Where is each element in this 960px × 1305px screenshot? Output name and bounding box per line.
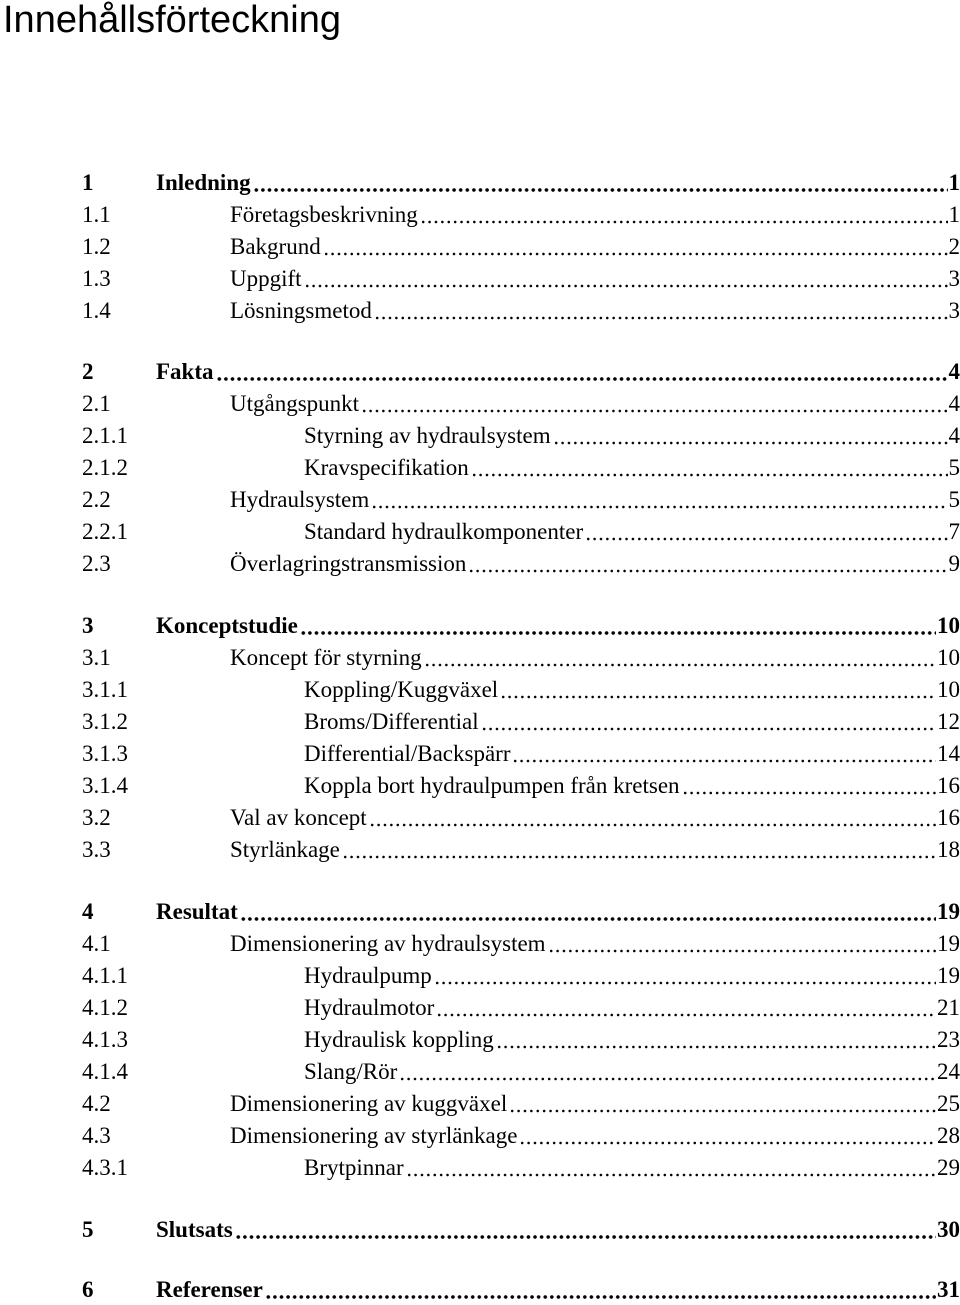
toc-entry-title: Slang/Rör xyxy=(304,1057,399,1087)
toc-entry-title: Koppla bort hydraulpumpen från kretsen xyxy=(304,771,682,801)
toc-entry-title: Styrning av hydraulsystem xyxy=(304,421,553,451)
toc-dot-leader xyxy=(585,537,947,541)
toc-entry-title: Resultat xyxy=(156,897,240,927)
toc-entry-page-number: 4 xyxy=(948,421,960,451)
toc-entry[interactable] xyxy=(82,833,960,865)
toc-entry[interactable] xyxy=(82,198,960,230)
toc-entry-page-number: 7 xyxy=(948,517,960,547)
toc-entry[interactable] xyxy=(82,1151,960,1183)
toc-entry-number: 3.2 xyxy=(82,803,230,833)
toc-entry-number: 3.1 xyxy=(82,643,230,673)
toc-entry[interactable] xyxy=(82,769,960,801)
toc-entry-number: 1.1 xyxy=(82,200,230,230)
toc-entry-page-number: 10 xyxy=(936,611,960,641)
toc-entry-number: 1 xyxy=(82,168,156,198)
toc-entry-title: Dimensionering av hydraulsystem xyxy=(230,929,548,959)
toc-entry-number: 4 xyxy=(82,897,156,927)
toc-entry-number: 4.1.4 xyxy=(82,1057,304,1087)
toc-entry-number: 4.1.1 xyxy=(82,961,304,991)
toc-entry-title: Hydraulisk koppling xyxy=(304,1025,496,1055)
toc-entry[interactable] xyxy=(82,673,960,705)
toc-entry-page-number: 1 xyxy=(948,168,960,198)
toc-entry-number: 1.4 xyxy=(82,296,230,326)
toc-entry-title: Överlagringstransmission xyxy=(230,549,468,579)
toc-entry-title: Standard hydraulkomponenter xyxy=(304,517,585,547)
toc-entry-number: 2.2.1 xyxy=(82,517,304,547)
toc-entry-title: Utgångspunkt xyxy=(230,389,361,419)
toc-entry[interactable] xyxy=(82,959,960,991)
toc-entry-number: 3 xyxy=(82,611,156,641)
toc-entry-number: 1.2 xyxy=(82,232,230,262)
toc-dot-leader xyxy=(468,569,947,573)
toc-entry[interactable] xyxy=(82,294,960,326)
toc-entry-number: 4.3 xyxy=(82,1121,230,1151)
toc-entry-title: Koppling/Kuggväxel xyxy=(304,675,500,705)
toc-entry-page-number: 19 xyxy=(936,929,960,959)
toc-entry-title: Hydraulsystem xyxy=(230,485,371,515)
toc-dot-leader xyxy=(420,220,948,224)
toc-dot-leader xyxy=(682,791,936,795)
toc-entry-number: 4.1.2 xyxy=(82,993,304,1023)
toc-entry-page-number: 5 xyxy=(948,485,960,515)
toc-entry-title: Dimensionering av styrlänkage xyxy=(230,1121,519,1151)
toc-entry-title: Brytpinnar xyxy=(304,1153,406,1183)
toc-dot-leader xyxy=(265,1295,936,1299)
toc-entry-page-number: 19 xyxy=(936,961,960,991)
toc-chapter-entry[interactable] xyxy=(82,609,960,641)
toc-entry-page-number: 29 xyxy=(936,1153,960,1183)
toc-chapter-entry[interactable] xyxy=(82,1273,960,1305)
toc-entry-page-number: 19 xyxy=(936,897,960,927)
toc-dot-leader xyxy=(235,1235,936,1239)
toc-entry-page-number: 30 xyxy=(936,1215,960,1245)
toc-entry[interactable] xyxy=(82,1055,960,1087)
toc-dot-leader xyxy=(374,316,948,320)
toc-dot-leader xyxy=(399,1077,936,1081)
toc-entry[interactable] xyxy=(82,419,960,451)
toc-entry-number: 3.3 xyxy=(82,835,230,865)
toc-entry[interactable] xyxy=(82,387,960,419)
toc-entry-page-number: 28 xyxy=(936,1121,960,1151)
toc-entry-number: 4.1.3 xyxy=(82,1025,304,1055)
toc-dot-leader xyxy=(496,1045,936,1049)
toc-entry[interactable] xyxy=(82,705,960,737)
toc-entry-page-number: 21 xyxy=(936,993,960,1023)
toc-entry[interactable] xyxy=(82,451,960,483)
toc-entry[interactable] xyxy=(82,1087,960,1119)
toc-entry-page-number: 12 xyxy=(936,707,960,737)
toc-chapter-entry[interactable] xyxy=(82,355,960,387)
toc-dot-leader xyxy=(509,1109,936,1113)
toc-entry[interactable] xyxy=(82,230,960,262)
toc-entry-number: 2 xyxy=(82,357,156,387)
toc-entry[interactable] xyxy=(82,515,960,547)
toc-entry-number: 2.3 xyxy=(82,549,230,579)
toc-entry-title: Differential/Backspärr xyxy=(304,739,512,769)
toc-dot-leader xyxy=(548,949,936,953)
toc-entry-title: Bakgrund xyxy=(230,232,323,262)
toc-dot-leader xyxy=(369,823,936,827)
toc-entry-title: Val av koncept xyxy=(230,803,369,833)
toc-entry[interactable] xyxy=(82,737,960,769)
toc-entry-number: 4.1 xyxy=(82,929,230,959)
toc-entry-number: 1.3 xyxy=(82,264,230,294)
toc-entry[interactable] xyxy=(82,262,960,294)
toc-dot-leader xyxy=(342,855,936,859)
toc-entry-page-number: 5 xyxy=(948,453,960,483)
toc-entry-number: 3.1.3 xyxy=(82,739,304,769)
toc-dot-leader xyxy=(216,377,948,381)
toc-entry-title: Konceptstudie xyxy=(156,611,300,641)
toc-dot-leader xyxy=(512,759,936,763)
toc-dot-leader xyxy=(434,981,936,985)
toc-entry[interactable] xyxy=(82,927,960,959)
toc-entry[interactable] xyxy=(82,1119,960,1151)
toc-entry-title: Styrlänkage xyxy=(230,835,342,865)
toc-entry-page-number: 31 xyxy=(936,1275,960,1305)
toc-chapter-entry[interactable] xyxy=(82,895,960,927)
toc-dot-leader xyxy=(424,663,936,667)
toc-entry-title: Företagsbeskrivning xyxy=(230,200,420,230)
toc-entry[interactable] xyxy=(82,547,960,579)
toc-entry-page-number: 4 xyxy=(948,389,960,419)
toc-dot-leader xyxy=(481,727,936,731)
toc-entry-title: Fakta xyxy=(156,357,216,387)
toc-dot-leader xyxy=(253,188,948,192)
toc-dot-leader xyxy=(361,409,947,413)
toc-entry-number: 4.2 xyxy=(82,1089,230,1119)
toc-dot-leader xyxy=(240,917,936,921)
toc-entry-page-number: 24 xyxy=(936,1057,960,1087)
toc-entry-page-number: 16 xyxy=(936,771,960,801)
toc-entry-page-number: 25 xyxy=(936,1089,960,1119)
toc-entry-title: Hydraulmotor xyxy=(304,993,436,1023)
toc-entry-number: 4.3.1 xyxy=(82,1153,304,1183)
toc-dot-leader xyxy=(436,1013,936,1017)
toc-dot-leader xyxy=(553,441,948,445)
toc-entry[interactable] xyxy=(82,991,960,1023)
toc-entry[interactable] xyxy=(82,483,960,515)
toc-entry-title: Slutsats xyxy=(156,1215,235,1245)
toc-entry-page-number: 4 xyxy=(948,357,960,387)
toc-entry-page-number: 16 xyxy=(936,803,960,833)
toc-entry-page-number: 9 xyxy=(948,549,960,579)
toc-entry-number: 5 xyxy=(82,1215,156,1245)
toc-entry-page-number: 2 xyxy=(948,232,960,262)
toc-entry-title: Inledning xyxy=(156,168,253,198)
toc-entry[interactable] xyxy=(82,641,960,673)
toc-entry[interactable] xyxy=(82,801,960,833)
toc-entry-number: 2.1.2 xyxy=(82,453,304,483)
toc-entry-number: 3.1.2 xyxy=(82,707,304,737)
toc-entry[interactable] xyxy=(82,1023,960,1055)
toc-entry-number: 3.1.4 xyxy=(82,771,304,801)
toc-entry-page-number: 10 xyxy=(936,675,960,705)
toc-entry-page-number: 23 xyxy=(936,1025,960,1055)
toc-entry-title: Uppgift xyxy=(230,264,304,294)
toc-entry-number: 2.1 xyxy=(82,389,230,419)
toc-entry-page-number: 3 xyxy=(948,296,960,326)
page-title: Innehållsförteckning xyxy=(3,0,341,44)
toc-entry-title: Lösningsmetod xyxy=(230,296,374,326)
toc-chapter-entry[interactable] xyxy=(82,1213,960,1245)
toc-dot-leader xyxy=(371,505,947,509)
toc-entry-number: 6 xyxy=(82,1275,156,1305)
toc-entry-number: 3.1.1 xyxy=(82,675,304,705)
toc-dot-leader xyxy=(471,473,948,477)
toc-entry-number: 2.1.1 xyxy=(82,421,304,451)
toc-entry-page-number: 10 xyxy=(936,643,960,673)
toc-entry-title: Kravspecifikation xyxy=(304,453,471,483)
toc-entry-title: Hydraulpump xyxy=(304,961,434,991)
toc-entry-title: Referenser xyxy=(156,1275,265,1305)
toc-dot-leader xyxy=(300,631,936,635)
toc-dot-leader xyxy=(500,695,936,699)
toc-entry-title: Dimensionering av kuggväxel xyxy=(230,1089,509,1119)
toc-entry-page-number: 1 xyxy=(948,200,960,230)
toc-dot-leader xyxy=(406,1173,936,1177)
toc-dot-leader xyxy=(304,284,948,288)
toc-entry-number: 2.2 xyxy=(82,485,230,515)
toc-entry-page-number: 3 xyxy=(948,264,960,294)
toc-entry-title: Broms/Differential xyxy=(304,707,481,737)
toc-entry-page-number: 14 xyxy=(936,739,960,769)
toc-chapter-entry[interactable] xyxy=(82,166,960,198)
toc-entry-page-number: 18 xyxy=(936,835,960,865)
toc-dot-leader xyxy=(323,252,948,256)
toc-entry-title: Koncept för styrning xyxy=(230,643,424,673)
toc-dot-leader xyxy=(519,1141,936,1145)
